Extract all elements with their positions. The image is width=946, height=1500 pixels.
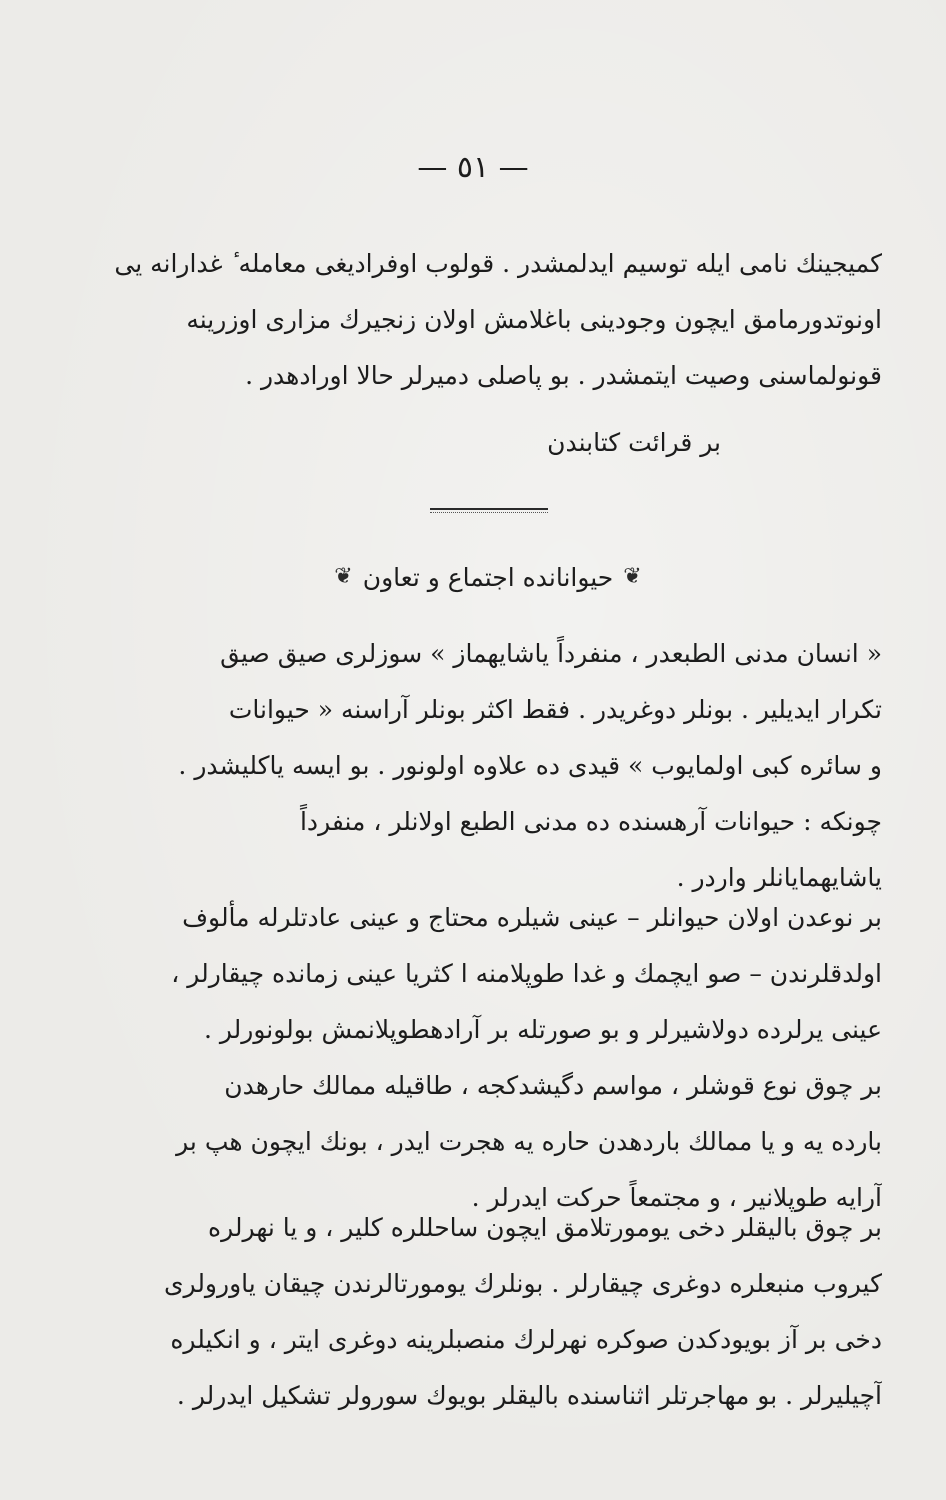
text-line: بارده یه و یا ممالك باردهدن حاره یه هجرت ایدر ، بونك ایچون هپ بر bbox=[176, 1127, 882, 1156]
text-line: دخی بر آز بویودکدن صوکره نهرلرك منصبلرینه دوغری ایتر ، و انکیلره bbox=[170, 1325, 882, 1354]
fleuron-icon: ❦ bbox=[334, 564, 353, 589]
text-line: قونولماسنی وصیت ایتمشدر . بو پاصلی دمیرلر حالا اورادهدر . bbox=[245, 361, 882, 390]
section-title: حیوانانده اجتماع و تعاون bbox=[362, 562, 614, 592]
source-attribution: بر قرائت کتابندن bbox=[547, 428, 721, 457]
text-line: کیروب منبعلره دوغری چیقارلر . بونلرك یومورتالرندن چیقان یاورولری bbox=[163, 1269, 882, 1298]
text-line: آچیلیرلر . بو مهاجرتلر اثناسنده بالیقلر بویوك سورولر تشکیل ایدرلر . bbox=[176, 1381, 882, 1410]
text-line: کمیجینك نامی ایله توسیم ایدلمشدر . قولوب اوفرادیغی معامله ٔ غدارانه یی bbox=[114, 249, 882, 278]
fleuron-icon: ❦ bbox=[623, 564, 642, 589]
text-line: اونوتدورمامق ایچون وجودینی باغلامش اولان زنجیرك مزاری اوزرینه bbox=[186, 305, 882, 334]
text-line: چونکه : حیوانات آرهسنده ده مدنی الطبع اولانلر ، منفرداً bbox=[299, 807, 882, 836]
divider-rule bbox=[430, 508, 548, 510]
text-line: بر نوعدن اولان حیوانلر – عینی شیلره محتاج و عینی عادتلرله مألوف bbox=[182, 903, 882, 932]
paragraph-1 bbox=[62, 626, 882, 906]
text-line: بر چوق نوع قوشلر ، مواسم دگیشدکجه ، طاقیله ممالك حارهدن bbox=[224, 1071, 882, 1100]
text-line: عینی یرلرده دولاشیرلر و بو صورتله بر آرادهطوپلانمش بولونورلر . bbox=[203, 1015, 882, 1044]
paragraph-4 bbox=[62, 1200, 882, 1424]
text-line: اولدقلرندن – صو ایچمك و غدا طوپلامنه ا کثریا عینی زمانده چیقارلر ، bbox=[171, 959, 882, 988]
page-number: — ٥١ — bbox=[417, 150, 529, 185]
text-line: و سائره کبی اولمایوب » قیدی ده علاوه اولونور . بو ایسه یاکلیشدر . bbox=[178, 751, 882, 780]
text-line: یاشایهمایانلر واردر . bbox=[676, 863, 882, 892]
text-line: آرایه طوپلانیر ، و مجتمعاً حرکت ایدرلر . bbox=[471, 1183, 882, 1212]
section-heading bbox=[300, 555, 676, 599]
paragraph-2 bbox=[62, 890, 882, 1058]
text-line: بر چوق بالیقلر دخی یومورتلامق ایچون ساحللره کلیر ، و یا نهرلره bbox=[208, 1213, 882, 1242]
text-line: تکرار ایدیلیر . بونلر دوغریدر . فقط اکثر بونلر آراسنه « حیوانات bbox=[228, 695, 882, 724]
intro-paragraph bbox=[62, 236, 882, 404]
text-line: « انسان مدنی الطبعدر ، منفرداً یاشایهماز » سوزلری صیق صیق bbox=[220, 639, 882, 668]
